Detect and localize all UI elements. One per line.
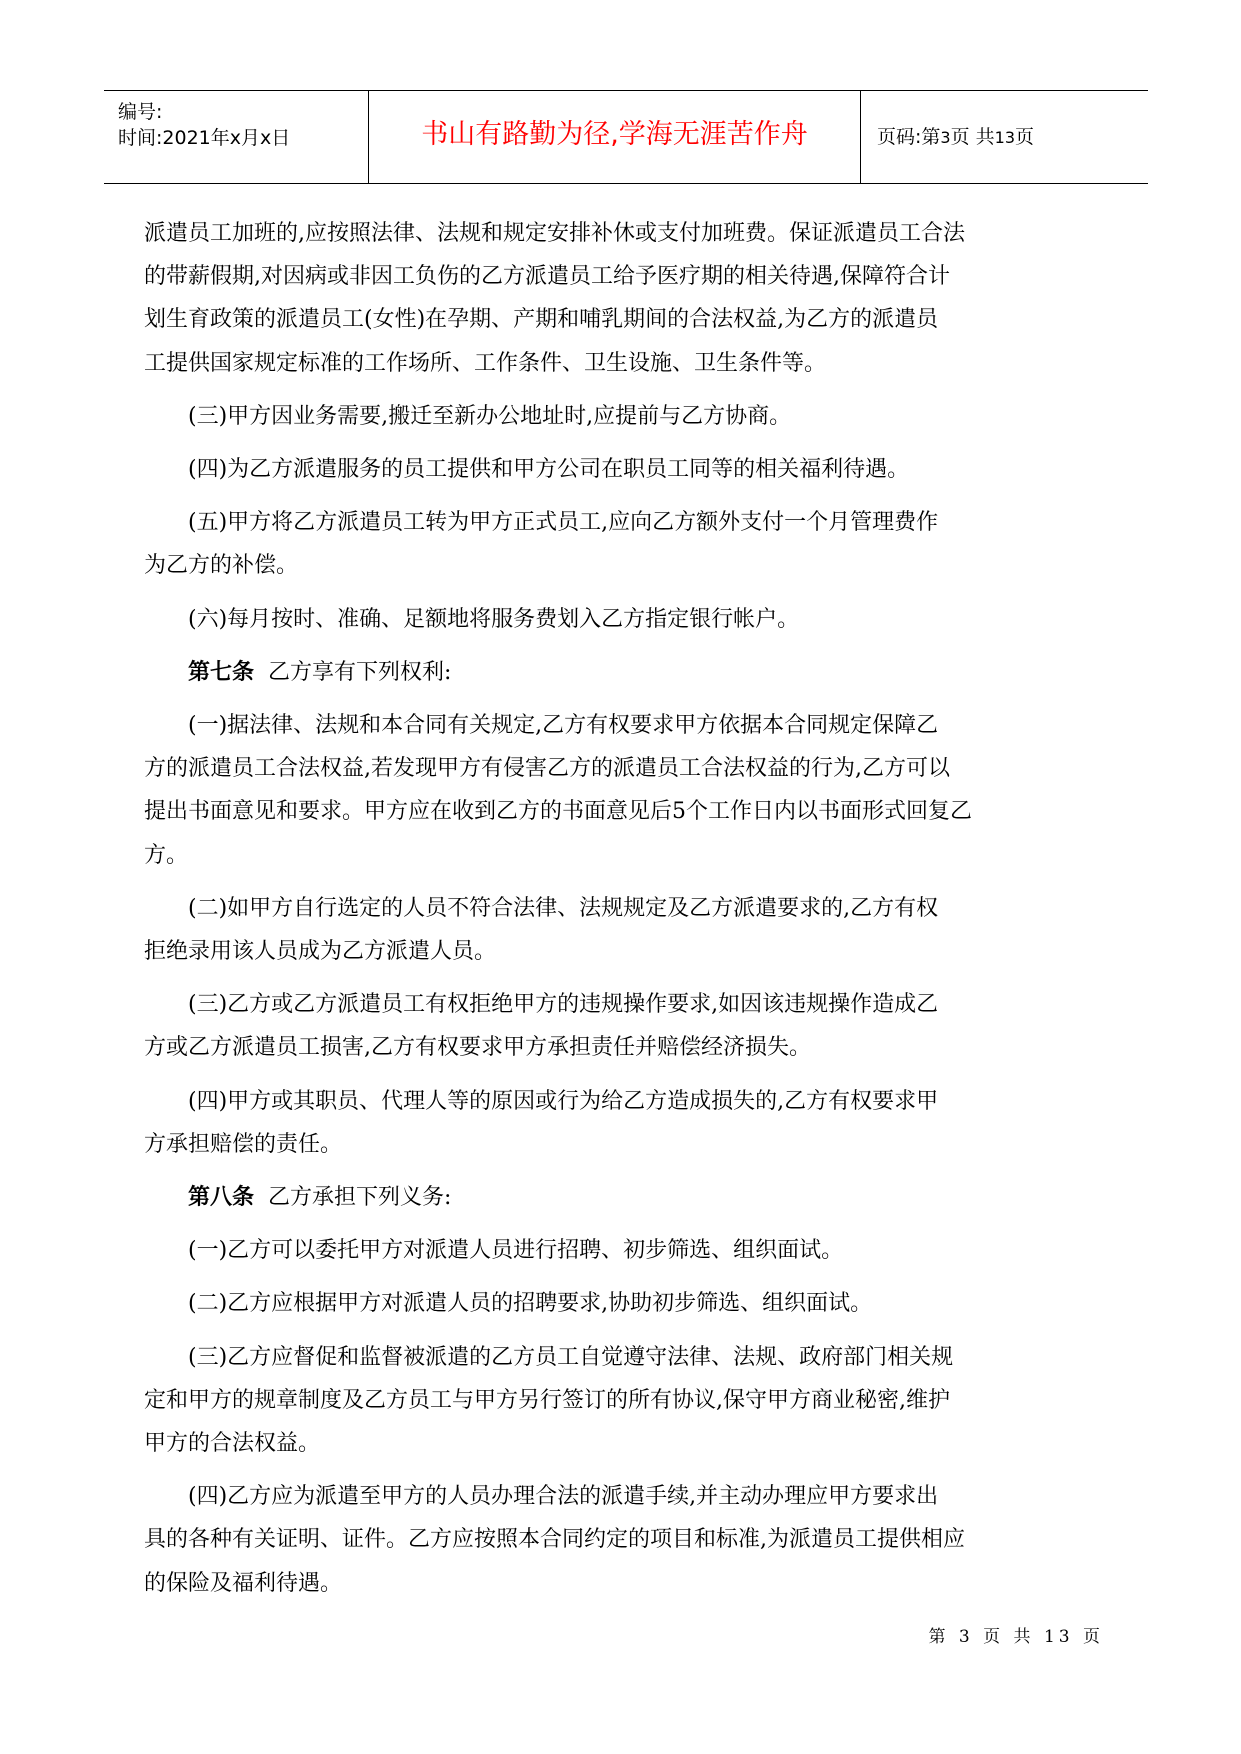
paragraph-art8-2 [144,1282,1104,1325]
text-line: 提出书面意见和要求。甲方应在收到乙方的书面意见后5个工作日内以书面形式回复乙 [144,799,972,825]
text-line: 甲方的合法权益。 [144,1431,321,1457]
text-line: (六)每月按时、准确、足额地将服务费划入乙方指定银行帐户。 [188,606,800,632]
paragraph-art7-3 [144,983,1104,1069]
paragraph-art8-1 [144,1229,1104,1272]
article-8-heading [144,1176,1104,1219]
text-line: (二)乙方应根据甲方对派遣人员的招聘要求,协助初步筛选、组织面试。 [188,1291,873,1317]
time-label: 时间:2021年x月x日 [118,127,291,149]
text-line: 的保险及福利待遇。 [144,1570,343,1596]
header-page-code-cell [861,91,1148,183]
text-line: 的带薪假期,对因病或非因工负伤的乙方派遣员工给予医疗期的相关待遇,保障符合计 [144,264,950,290]
article-7-text: 乙方享有下列权利: [268,659,452,685]
text-line: 方的派遣员工合法权益,若发现甲方有侵害乙方的派遣员工合法权益的行为,乙方可以 [144,756,950,782]
page-code-end: 页 [1015,126,1035,148]
text-line: (二)如甲方自行选定的人员不符合法律、法规规定及乙方派遣要求的,乙方有权 [188,895,939,921]
text-line: (四)乙方应为派遣至甲方的人员办理合法的派遣手续,并主动办理应甲方要求出 [188,1484,939,1510]
article-7-title: 第七条 [188,658,255,685]
text-line: 拒绝录用该人员成为乙方派遣人员。 [144,939,497,965]
article-8-title: 第八条 [188,1184,255,1211]
text-line: (四)为乙方派遣服务的员工提供和甲方公司在职员工同等的相关福利待遇。 [188,457,910,483]
text-line: (三)乙方或乙方派遣员工有权拒绝甲方的违规操作要求,如因该违规操作造成乙 [188,992,939,1018]
text-line: 派遣员工加班的,应按照法律、法规和规定安排补休或支付加班费。保证派遣员工合法 [144,221,965,246]
page-header [104,90,1148,184]
paragraph-art8-4 [144,1475,1104,1605]
text-line: 方。 [144,842,189,868]
serial-number-label: 编号: [118,101,163,123]
text-line: 为乙方的补偿。 [144,553,299,579]
header-motto-cell [369,91,861,183]
page-code-label: 页码:第 [877,126,941,148]
header-page-code [877,126,1034,149]
text-line: 划生育政策的派遣员工(女性)在孕期、产期和哺乳期间的合法权益,为乙方的派遣员 [144,307,939,333]
document-body [144,212,1104,1605]
paragraph-clause-4 [144,448,1104,491]
paragraph-art8-3 [144,1336,1104,1466]
page-footer-number: 第 3 页 共 13 页 [928,1627,1104,1647]
page-code-mid: 页 共 [950,126,995,148]
paragraph-clause-5 [144,501,1104,587]
text-line: 方或乙方派遣员工损害,乙方有权要求甲方承担责任并赔偿经济损失。 [144,1035,811,1061]
paragraph-art7-1 [144,704,1104,877]
text-line: (五)甲方将乙方派遣员工转为甲方正式员工,应向乙方额外支付一个月管理费作 [188,510,939,536]
article-7-heading [144,651,1104,694]
text-line: (一)据法律、法规和本合同有关规定,乙方有权要求甲方依据本合同规定保障乙 [188,713,939,739]
text-line: (三)甲方因业务需要,搬迁至新办公地址时,应提前与乙方协商。 [188,403,792,429]
article-8-text: 乙方承担下列义务: [268,1185,452,1211]
text-line: (四)甲方或其职员、代理人等的原因或行为给乙方造成损失的,乙方有权要求甲 [188,1088,939,1114]
text-line: (一)乙方可以委托甲方对派遣人员进行招聘、初步筛选、组织面试。 [188,1238,844,1264]
text-line: 具的各种有关证明、证件。乙方应按照本合同约定的项目和标准,为派遣员工提供相应 [144,1527,965,1553]
text-line: 方承担赔偿的责任。 [144,1131,343,1157]
text-line: 定和甲方的规章制度及乙方员工与甲方另行签订的所有协议,保守甲方商业秘密,维护 [144,1387,950,1413]
text-line: 工提供国家规定标准的工作场所、工作条件、卫生设施、卫生条件等。 [144,350,827,376]
paragraph-art7-4 [144,1080,1104,1166]
paragraph-clause-3 [144,395,1104,438]
header-meta-cell [104,91,369,183]
paragraph-clause-6 [144,598,1104,641]
header-motto: 书山有路勤为径,学海无涯苦作舟 [421,119,808,150]
text-line: (三)乙方应督促和监督被派遣的乙方员工自觉遵守法律、法规、政府部门相关规 [188,1344,954,1370]
page-code-total: 13 [994,128,1015,147]
paragraph-art7-2 [144,887,1104,973]
page-code-current: 3 [940,128,951,147]
paragraph-overtime [144,212,1104,385]
